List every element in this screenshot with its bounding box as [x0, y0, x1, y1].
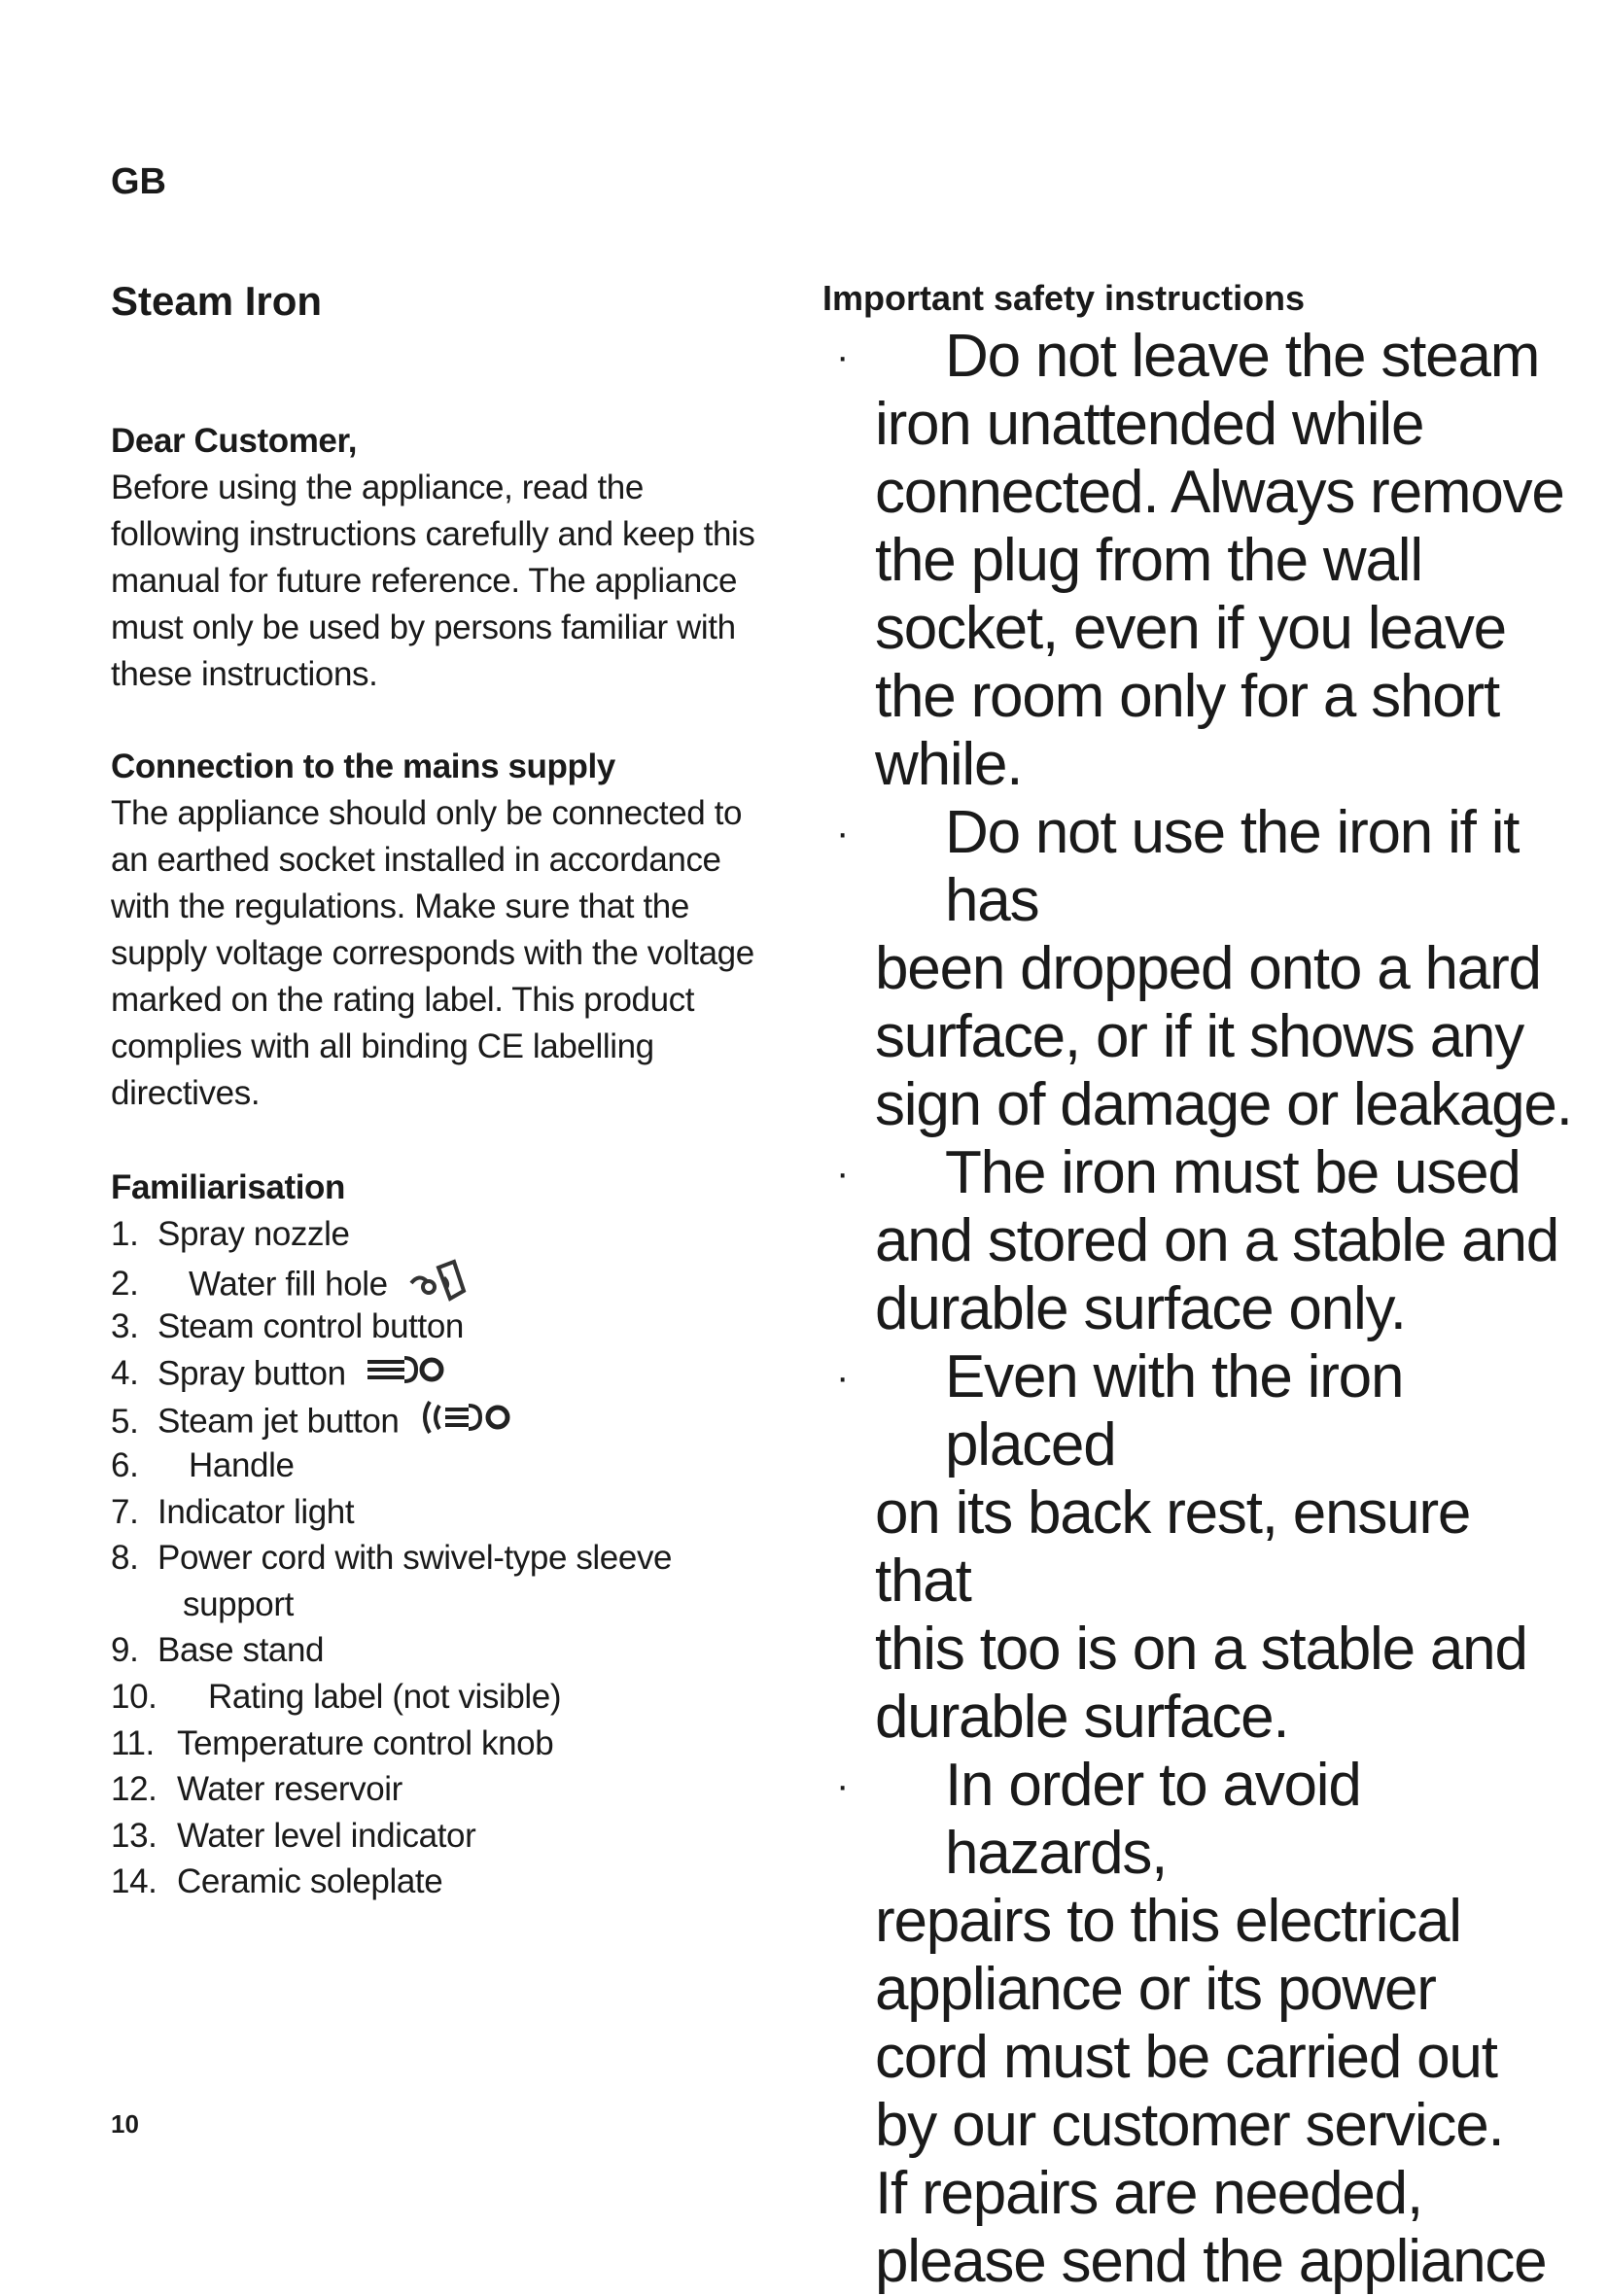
safety-item-line: durable surface only. [875, 1275, 1406, 1342]
safety-item-line: on its back rest, ensure that [875, 1479, 1471, 1615]
bullet-icon: · [836, 1356, 849, 1399]
safety-item [836, 1343, 1575, 1752]
part-label: Base stand [157, 1631, 325, 1670]
part-label: Water reservoir [177, 1770, 402, 1809]
safety-item-line: appliance or its power [875, 1956, 1436, 2023]
part-label: Rating label (not visible) [208, 1677, 562, 1716]
part-label: Ceramic soleplate [177, 1862, 443, 1901]
safety-item-line: by our customer service. [875, 2092, 1504, 2159]
part-label: Steam jet button [157, 1402, 400, 1441]
parts-list-item [111, 1350, 772, 1397]
part-number: 4. [111, 1354, 139, 1393]
bullet-icon: · [836, 335, 849, 378]
part-label: Steam control button [157, 1307, 464, 1346]
safety-item-line: iron unattended while [875, 391, 1424, 458]
language-code: GB [111, 161, 166, 202]
bullet-icon: · [836, 1764, 849, 1807]
part-number: 8. [111, 1539, 139, 1578]
parts-list-item [111, 1859, 772, 1905]
mains-supply-heading: Connection to the mains supply [111, 748, 615, 785]
parts-list-item [111, 1813, 772, 1860]
part-number: 14. [111, 1862, 157, 1901]
safety-item-line: In order to avoid hazards, [945, 1752, 1361, 1887]
dear-customer-body: Before using the appliance, read the following instructions carefully and keep this manual for future reference. The appliance must only be used by persons familiar with these instructions. [111, 469, 755, 693]
safety-item-line: connected. Always remove [875, 459, 1564, 526]
safety-item-line: Do not use the iron if it has [945, 799, 1520, 934]
part-number: 13. [111, 1816, 157, 1855]
safety-item-line: durable surface. [875, 1684, 1289, 1751]
safety-item [836, 1139, 1575, 1343]
familiarisation-section [111, 1165, 772, 1905]
part-number: 9. [111, 1631, 139, 1670]
parts-list-item [111, 1489, 772, 1536]
part-number: 5. [111, 1402, 139, 1441]
safety-item-line: The iron must be used [945, 1139, 1521, 1206]
bullet-icon: · [836, 1152, 849, 1195]
safety-item-line: cord must be carried out [875, 2024, 1497, 2091]
part-label: Spray button [157, 1354, 346, 1393]
bullet-icon: · [836, 812, 849, 854]
page-title: Steam Iron [111, 278, 323, 324]
parts-list-item [111, 1721, 772, 1767]
page-number: 10 [111, 2109, 139, 2139]
spray-icon [366, 1350, 445, 1402]
parts-list-item [111, 1258, 772, 1305]
safety-item-line: please send the appliance [875, 2228, 1547, 2295]
part-number: 12. [111, 1770, 157, 1809]
safety-item-line: Even with the iron placed [945, 1343, 1404, 1478]
safety-item [836, 799, 1575, 1139]
safety-item-line: while. [875, 731, 1023, 798]
part-label: Power cord with swivel-type sleeve [157, 1539, 673, 1578]
safety-item-line: socket, even if you leave [875, 595, 1506, 662]
safety-item-line: If repairs are needed, [875, 2160, 1422, 2227]
familiarisation-heading: Familiarisation [111, 1168, 346, 1206]
parts-list-item-continuation: support [183, 1584, 294, 1623]
safety-instructions [836, 323, 1575, 2296]
part-number: 11. [111, 1723, 155, 1762]
parts-list [111, 1211, 772, 1905]
part-label: Water fill hole [189, 1265, 388, 1304]
part-label: Handle [189, 1445, 295, 1484]
dear-customer-section [111, 418, 772, 698]
safety-item-line: the room only for a short [875, 663, 1499, 730]
safety-item-line: sign of damage or leakage. [875, 1071, 1572, 1138]
mains-supply-section [111, 744, 772, 1117]
part-label: Temperature control knob [177, 1723, 554, 1762]
part-number: 2. [111, 1265, 139, 1304]
parts-list-item [111, 1627, 772, 1674]
parts-list-item [111, 1535, 772, 1582]
parts-list-item [111, 1304, 772, 1350]
part-number: 6. [111, 1445, 139, 1484]
mains-supply-body: The appliance should only be connected to an earthed socket installed in accordance with the regulations. Make sure that the supply voltage corresponds with the voltage marked on the rating label. This product complies with all binding CE labelling directives. [111, 794, 754, 1112]
part-label: Indicator light [157, 1492, 355, 1531]
safety-item [836, 323, 1575, 799]
parts-list-item [111, 1396, 772, 1443]
part-number: 10. [111, 1677, 157, 1716]
parts-list-item [111, 1766, 772, 1813]
safety-heading: Important safety instructions [822, 278, 1306, 318]
part-label: Spray nozzle [157, 1215, 350, 1253]
safety-item-line: repairs to this electrical [875, 1888, 1461, 1955]
part-label: Water level indicator [177, 1816, 476, 1855]
safety-item-line: and stored on a stable and [875, 1207, 1559, 1274]
safety-item-line: the plug from the wall [875, 527, 1422, 594]
safety-item-line: surface, or if it shows any [875, 1003, 1524, 1070]
safety-item-line: Do not leave the steam [945, 323, 1540, 390]
parts-list-item [111, 1443, 772, 1489]
safety-item-line: this too is on a stable and [875, 1616, 1527, 1683]
safety-item-line: been dropped onto a hard [875, 935, 1541, 1002]
part-number: 1. [111, 1215, 139, 1253]
parts-list-item [111, 1211, 772, 1258]
safety-item [836, 1752, 1575, 2296]
dear-customer-heading: Dear Customer, [111, 422, 358, 460]
part-number: 7. [111, 1492, 139, 1531]
part-number: 3. [111, 1307, 139, 1346]
parts-list-item [111, 1674, 772, 1721]
